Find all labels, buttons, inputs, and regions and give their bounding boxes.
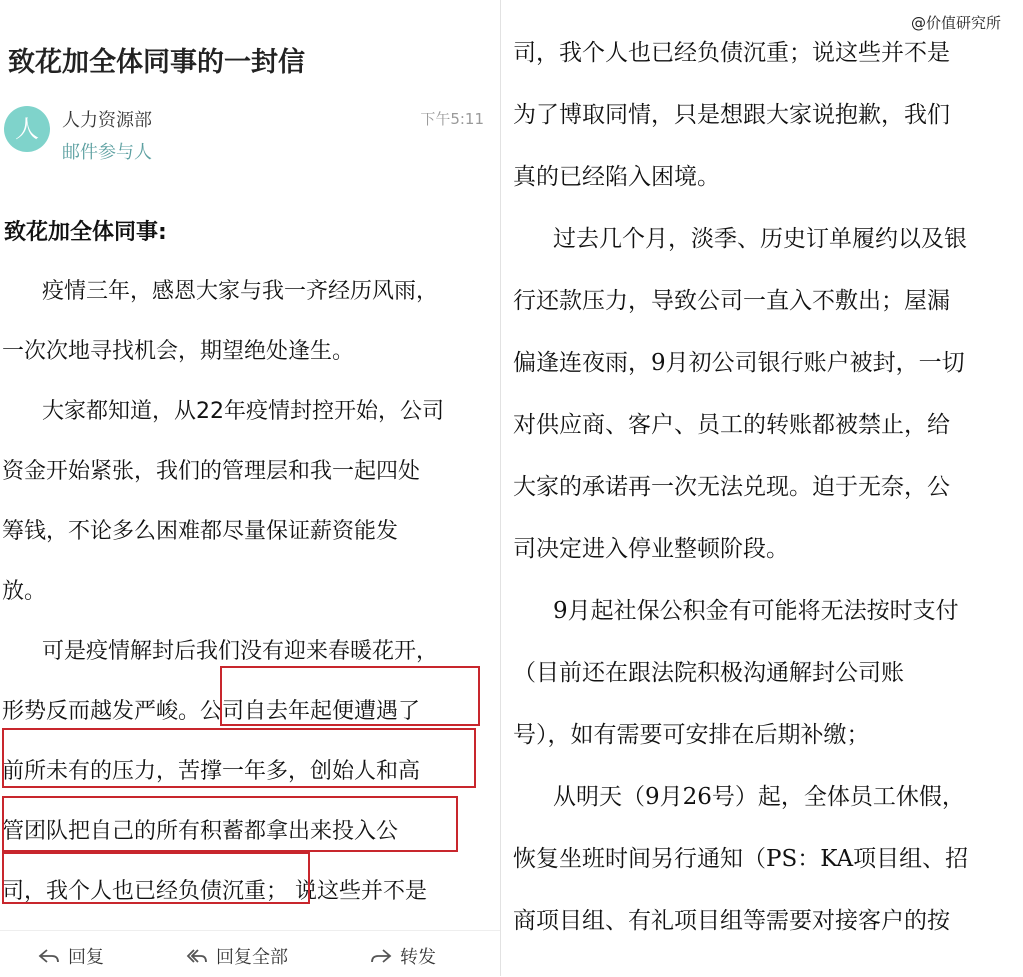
letter-line: 司决定进入停业整顿阶段。 bbox=[513, 536, 789, 562]
letter-line: 司，我个人也已经负债沉重；说这些并不是 bbox=[513, 40, 950, 66]
body-line: 公司自去年起便遭遇了 bbox=[200, 699, 421, 724]
highlight-box bbox=[2, 796, 458, 852]
email-panel bbox=[0, 0, 501, 976]
letter-line: 从明天（9月26号）起，全体员工休假， bbox=[553, 784, 965, 810]
body-line: 疫情三年，感恩大家与我一齐经历风雨， bbox=[42, 279, 439, 304]
body-line: 一次次地寻找机会，期望绝处逢生。 bbox=[2, 339, 355, 364]
body-line: 管团队把自己的所有积蓄都拿出来投入公 bbox=[2, 819, 399, 844]
letter-line: 号），如有需要可安排在后期补缴； bbox=[513, 722, 870, 748]
letter-line: 为了博取同情，只是想跟大家说抱歉，我们 bbox=[513, 102, 950, 128]
forward-label: 转发 bbox=[400, 947, 436, 968]
body-line: 筹钱，不论多么困难都尽量保证薪资能发 bbox=[2, 519, 399, 544]
body-line: 资金开始紧张，我们的管理层和我一起四处 bbox=[2, 459, 421, 484]
letter-line: 9月起社保公积金有可能将无法按时支付 bbox=[553, 598, 959, 624]
body-line: 可是疫情解封后我们没有迎来春暖花开， bbox=[42, 639, 439, 664]
letter-line: 恢复坐班时间另行通知（PS：KA项目组、招 bbox=[513, 846, 969, 872]
letter-continuation bbox=[513, 22, 1019, 952]
reply-all-button[interactable] bbox=[186, 941, 288, 971]
letter-line: （目前还在跟法院积极沟通解封公司账 bbox=[513, 660, 904, 686]
letter-greeting: 致花加全体同事: bbox=[4, 220, 167, 245]
body-line: 前所未有的压力，苦撑一年多，创始人和高 bbox=[2, 759, 421, 784]
letter-line: 商项目组、有礼项目组等需要对接客户的按 bbox=[513, 908, 950, 934]
watermark: @价值研究所 bbox=[910, 14, 1001, 32]
body-line: 说这些并不是 bbox=[295, 879, 428, 904]
reply-all-label: 回复全部 bbox=[216, 947, 288, 968]
highlight-box bbox=[220, 666, 480, 726]
participants-link[interactable]: 邮件参与人 bbox=[62, 142, 152, 163]
body-line: 大家都知道，从22年疫情封控开始，公司 bbox=[42, 399, 444, 424]
body-line: 形势反而越发严峻。 bbox=[2, 699, 201, 724]
email-time: 下午5:11 bbox=[420, 110, 484, 128]
letter-line: 行还款压力，导致公司一直入不敷出；屋漏 bbox=[513, 288, 950, 314]
body-line: 放。 bbox=[2, 579, 47, 604]
email-subject: 致花加全体同事的一封信 bbox=[8, 47, 305, 78]
letter-line: 对供应商、客户、员工的转账都被禁止，给 bbox=[513, 412, 950, 438]
letter-line: 大家的承诺再一次无法兑现。迫于无奈，公 bbox=[513, 474, 950, 500]
sender-name[interactable]: 人力资源部 bbox=[62, 110, 152, 131]
letter-line: 偏逢连夜雨，9月初公司银行账户被封，一切 bbox=[513, 350, 965, 376]
letter-line: 真的已经陷入困境。 bbox=[513, 164, 720, 190]
body-line: 司，我个人也已经负债沉重； bbox=[2, 879, 289, 904]
reply-all-icon bbox=[186, 947, 208, 965]
reply-button[interactable] bbox=[38, 941, 104, 971]
forward-icon bbox=[370, 947, 392, 965]
action-bar bbox=[0, 930, 500, 977]
avatar[interactable]: 人 bbox=[4, 106, 50, 152]
sender-header bbox=[0, 100, 500, 170]
reply-icon bbox=[38, 947, 60, 965]
highlight-box bbox=[2, 728, 476, 788]
letter-line: 过去几个月，淡季、历史订单履约以及银 bbox=[553, 226, 967, 252]
reply-label: 回复 bbox=[68, 947, 104, 968]
highlight-box bbox=[2, 852, 310, 904]
forward-button[interactable] bbox=[370, 941, 436, 971]
